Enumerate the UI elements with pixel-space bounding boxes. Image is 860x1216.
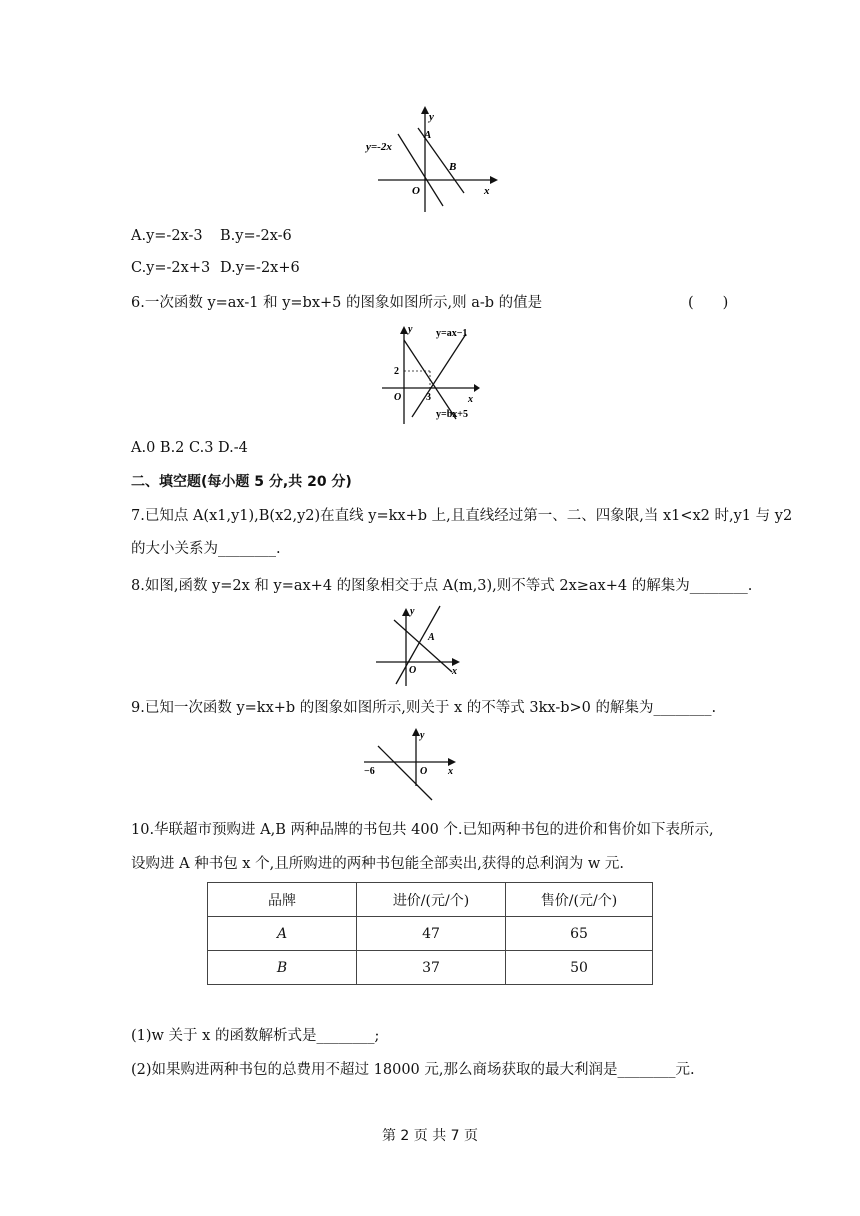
section-title: 二、填空题(每小题 5 分,共 20 分) [131,474,352,490]
fig8-point-a: A [428,632,435,643]
fig6-y-label: y [408,324,413,335]
table-header-row [208,883,653,917]
fig8-x-label: x [452,666,457,677]
fig5-point-b: B [449,161,457,173]
table-cell: B [208,951,357,985]
fig6-tick-3: 3 [426,392,431,403]
table-header-cell: 品牌 [208,883,357,917]
fig9-y-label: y [420,730,425,741]
table-cell: A [208,917,357,951]
q6-stem: 6.一次函数 y=ax-1 和 y=bx+5 的图象如图所示,则 a-b 的值是 [131,295,543,311]
fig8-origin: O [409,665,417,676]
q5-option-d: D.y=-2x+6 [220,260,300,276]
q7-line1: 7.已知点 A(x1,y1),B(x2,y2)在直线 y=kx+b 上,且直线经过第一、二、四象限,当 x1<x2 时,y1 与 y2 [131,508,793,524]
figure-q5 [360,100,500,215]
fig6-origin: O [394,392,402,403]
q10-line2: 设购进 A 种书包 x 个,且所购进的两种书包能全部卖出,获得的总利润为 w 元. [131,856,625,872]
q9-stem: 9.已知一次函数 y=kx+b 的图象如图所示,则关于 x 的不等式 3kx-b>0 的解集为________. [131,700,717,716]
fig5-line-label: y=-2x [366,141,392,153]
q6-options: A.0 B.2 C.3 D.-4 [131,440,248,456]
table-cell: 47 [357,917,506,951]
page-footer: 第 2 页 共 7 页 [381,1128,479,1144]
q5-option-b: B.y=-2x-6 [220,228,292,244]
fig8-y-label: y [410,606,415,617]
figure-q6 [380,322,480,427]
q5-option-a: A.y=-2x-3 [131,228,203,244]
q6-answer-bracket: ( ) [688,295,729,311]
q7-line2: 的大小关系为________. [131,541,281,557]
fig6-line2-label: y=bx+5 [436,409,468,420]
fig6-line1-label: y=ax−1 [436,328,468,339]
fig9-x-label: x [448,766,453,777]
figure-q8 [372,604,462,690]
table-header-cell: 进价/(元/个) [357,883,506,917]
table-cell: 65 [506,917,653,951]
q10-sub1: (1)w 关于 x 的函数解析式是________; [131,1028,380,1044]
table-row [208,917,653,951]
fig9-tick-neg6: −6 [364,766,375,777]
q8-stem: 8.如图,函数 y=2x 和 y=ax+4 的图象相交于点 A(m,3),则不等式 2x≥ax+4 的解集为________. [131,578,753,594]
table-cell: 37 [357,951,506,985]
fig5-origin: O [412,185,420,197]
q5-option-c: C.y=-2x+3 [131,260,211,276]
fig5-x-label: x [484,185,490,197]
fig6-x-label: x [468,394,473,405]
fig9-origin: O [420,766,428,777]
price-table [207,882,653,985]
q10-line1: 10.华联超市预购进 A,B 两种品牌的书包共 400 个.已知两种书包的进价和售价如下表所示, [131,822,714,838]
fig5-y-label: y [429,111,434,123]
fig5-point-a: A [424,129,432,141]
table-row [208,951,653,985]
q10-sub2: (2)如果购进两种书包的总费用不超过 18000 元,那么商场获取的最大利润是________元. [131,1062,695,1078]
table-header-cell: 售价/(元/个) [506,883,653,917]
table-cell: 50 [506,951,653,985]
figure-q9 [360,726,460,806]
fig6-tick-2: 2 [394,366,399,377]
